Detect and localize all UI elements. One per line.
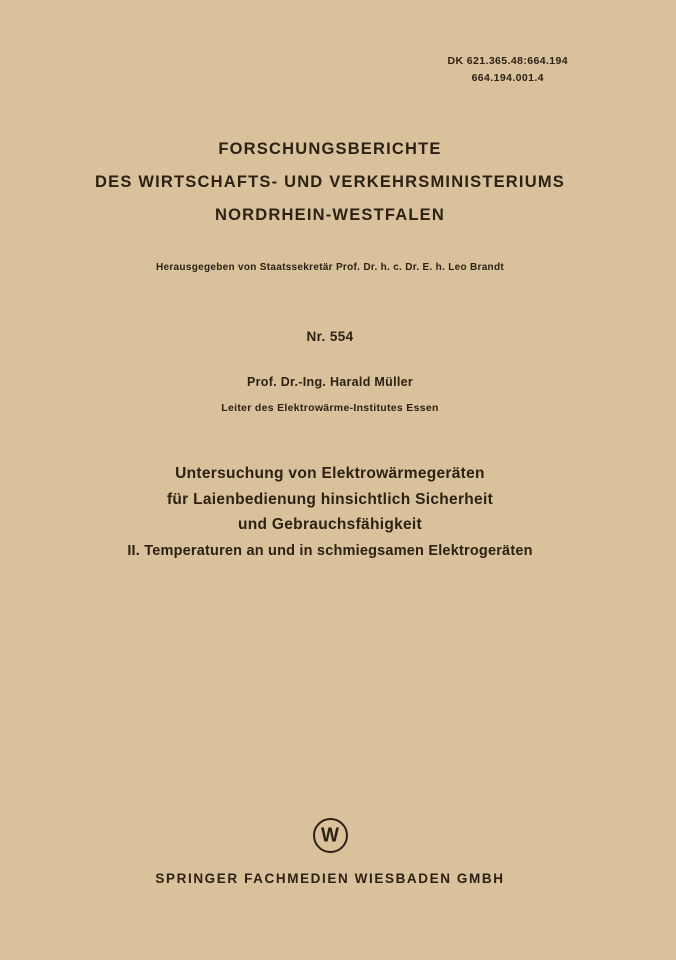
- author-name: Prof. Dr.-Ing. Harald Müller: [246, 375, 414, 389]
- dk-line-2: 664.194.001.4: [471, 72, 544, 84]
- book-title-line-3: und Gebrauchsfähigkeit: [237, 516, 423, 533]
- book-title-line-1: Untersuchung von Elektrowärmegeräten: [175, 465, 485, 482]
- editor-line: Herausgegeben von Staatssekretär Prof. Dr. h. c. Dr. E. h. Leo Brandt: [155, 262, 505, 273]
- publisher-logo: [0, 818, 660, 853]
- series-title-line-2: DES WIRTSCHAFTS- UND VERKEHRSMINISTERIUMS: [95, 173, 565, 191]
- book-title-line-2: für Laienbedienung hinsichtlich Sicherheit: [166, 490, 494, 508]
- dk-line-1: DK 621.365.48:664.194: [447, 55, 568, 67]
- book-title: [0, 461, 660, 538]
- dk-classification: [448, 53, 569, 87]
- publisher-logo-circle-icon: [313, 818, 348, 853]
- author-block: [0, 375, 660, 414]
- publisher-logo-letter: W: [321, 824, 339, 847]
- series-title: [0, 133, 660, 232]
- issue-number: Nr. 554: [306, 329, 354, 344]
- author-affiliation: Leiter des Elektrowärme-Institutes Essen: [221, 402, 439, 414]
- series-title-line-1: FORSCHUNGSBERICHTE: [218, 140, 442, 158]
- book-subtitle: II. Temperaturen an und in schmiegsamen Elektrogeräten: [127, 543, 533, 559]
- series-title-line-3: NORDRHEIN-WESTFALEN: [215, 206, 445, 224]
- publisher-name: SPRINGER FACHMEDIEN WIESBADEN GMBH: [155, 871, 505, 886]
